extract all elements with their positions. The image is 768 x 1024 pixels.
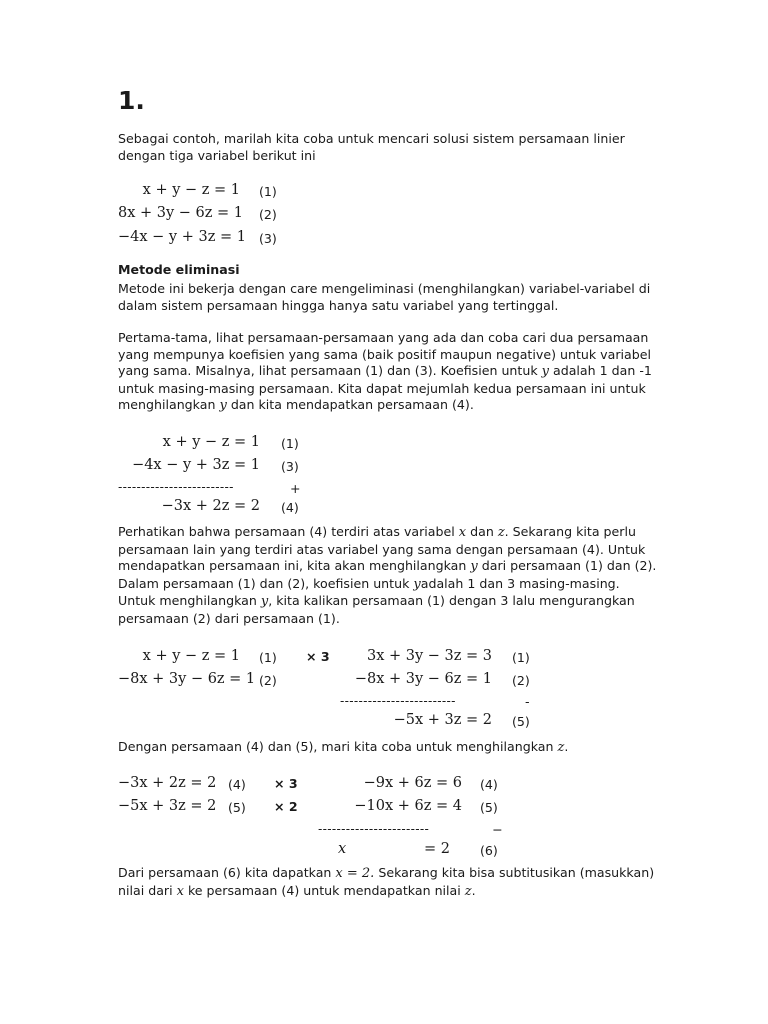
block1-eq-1: x + y − z = 1 [162,434,260,450]
para2-var-2: y [219,398,227,413]
block2-left-label-2: (2) [259,673,277,688]
para3-text-3: . Sekarang kita perlu persamaan lain yang terdiri atas variabel yang sama dengan persamaan (4). Untuk mendapatkan persamaan ini, kita akan menghilangkan [118,524,646,573]
para5-var-1: x [176,883,184,899]
para3-text-1: Perhatikan bahwa persamaan (4) terdiri atas variabel [118,524,459,539]
block1-result-eq: −3x + 2z = 2 [161,498,260,514]
block2-left-label-1: (1) [259,650,277,665]
block3-multiplier-2: × 2 [274,799,298,814]
block3-result-eq: = 2 [424,841,450,857]
para3-text-6: , kita kalikan persamaan (1) dengan 3 lalu mengurangkan persamaan (2) dari persamaan (1). [118,593,635,626]
intro-paragraph: Sebagai contoh, marilah kita coba untuk mencari solusi sistem persamaan linier dengan tiga variabel berikut ini [118,131,625,163]
para2-text-1: Pertama-tama, lihat persamaan-persamaan yang ada dan coba cari dua persamaan yang mempunya koefisien yang sama (baik positif maupun negative) untuk variabel yang sama. Misalnya, lihat persamaan (1) dan (3). Koefisien untuk [118,330,651,378]
block2-minus-sign: - [525,694,530,709]
block3-left-label-1: (4) [228,777,246,792]
block3-left-eq-1: −3x + 2z = 2 [118,775,217,791]
para5-text-2: Sekarang kita bisa subtitusikan (masukkan) nilai dari [118,865,655,898]
block2-left-eq-1: x + y − z = 1 [142,648,240,664]
block3-right-label-1: (4) [480,777,498,792]
system-label-2: (2) [259,207,277,222]
para5-var-2: z [464,883,472,899]
block1-plus-sign: + [290,481,301,496]
para3-var-1: x [458,525,467,540]
para3-text-5: adalah 1 dan 3 masing-masing. Untuk menghilangkan [118,575,620,608]
block2-right-label-1: (1) [512,650,530,665]
block2-result-eq: −5x + 3z = 2 [393,712,492,728]
block1-label-1: (1) [281,436,299,451]
paragraph-5 [118,865,658,900]
para2-var-1: y [541,364,549,379]
para4-var-1: z [557,740,565,755]
para5-text-3: ke persamaan (4) untuk mendapatkan nilai [183,882,465,898]
block3-minus-sign: − [492,822,503,837]
block3-result-x: x [338,841,347,857]
block1-label-2: (3) [281,459,299,474]
block2-right-eq-1: 3x + 3y − 3z = 3 [366,648,492,664]
system-eq-3: −4x − y + 3z = 1 [118,229,246,245]
system-label-3: (3) [259,231,277,246]
block3-left-label-2: (5) [228,800,246,815]
block3-result-label: (6) [480,843,498,858]
para3-var-3: y [470,559,478,574]
block3-right-eq-1: −9x + 6z = 6 [363,775,462,791]
para3-var-2: z [497,525,505,540]
system-label-1: (1) [259,184,277,199]
block1-dash-line: ------------------------- [118,480,234,494]
block3-left-eq-2: −5x + 3z = 2 [118,798,217,814]
block3-right-eq-2: −10x + 6z = 4 [354,798,462,814]
block3-multiplier-1: × 3 [274,776,298,791]
para3-var-4: y [413,576,421,592]
para5-text-4: . [471,882,476,898]
para2-text-3: dan kita mendapatkan persamaan (4). [226,397,474,412]
para3-var-5: y [260,594,269,609]
block2-multiplier: × 3 [306,649,330,664]
block2-dash-line: ------------------------- [340,694,456,708]
para4-text-2: . [564,739,569,754]
para3-text-2: dan [466,524,498,539]
para5-text-1: Dari persamaan (6) kita dapatkan [118,865,336,880]
block2-right-label-2: (2) [512,673,530,688]
block3-dash-line: ------------------------ [318,822,430,836]
block1-eq-2: −4x − y + 3z = 1 [132,457,260,473]
para2-text-2: adalah 1 dan -1 untuk masing-masing persamaan. Kita dapat mejumlah kedua persamaan ini untuk menghilangkan [118,363,652,412]
system-eq-2: 8x + 3y − 6z = 1 [118,205,244,221]
block2-result-label: (5) [512,714,530,729]
para3-text-4: dari persamaan (1) dan (2). Dalam persamaan (1) dan (2), koefisien untuk [118,558,657,591]
para5-math-1: x = 2. [335,866,375,881]
block2-left-eq-2: −8x + 3y − 6z = 1 [118,671,256,687]
block3-right-label-2: (5) [480,800,498,815]
paragraph-1: Metode ini bekerja dengan care mengeliminasi (menghilangkan) variabel-variabel di dalam sistem persamaan hingga hanya satu variabel yang tertinggal. [118,281,651,313]
paragraph-4 [118,739,658,757]
para4-text-1: Dengan persamaan (4) dan (5), mari kita coba untuk menghilangkan [118,739,558,754]
section-heading: Metode eliminasi [118,262,240,277]
page-title: 1. [118,86,145,115]
paragraph-2 [118,330,658,415]
block1-result-label: (4) [281,500,299,515]
paragraph-3 [118,524,658,627]
block3-result-var [338,841,346,857]
block2-right-eq-2: −8x + 3y − 6z = 1 [354,671,492,687]
system-eq-1: x + y − z = 1 [142,182,240,198]
